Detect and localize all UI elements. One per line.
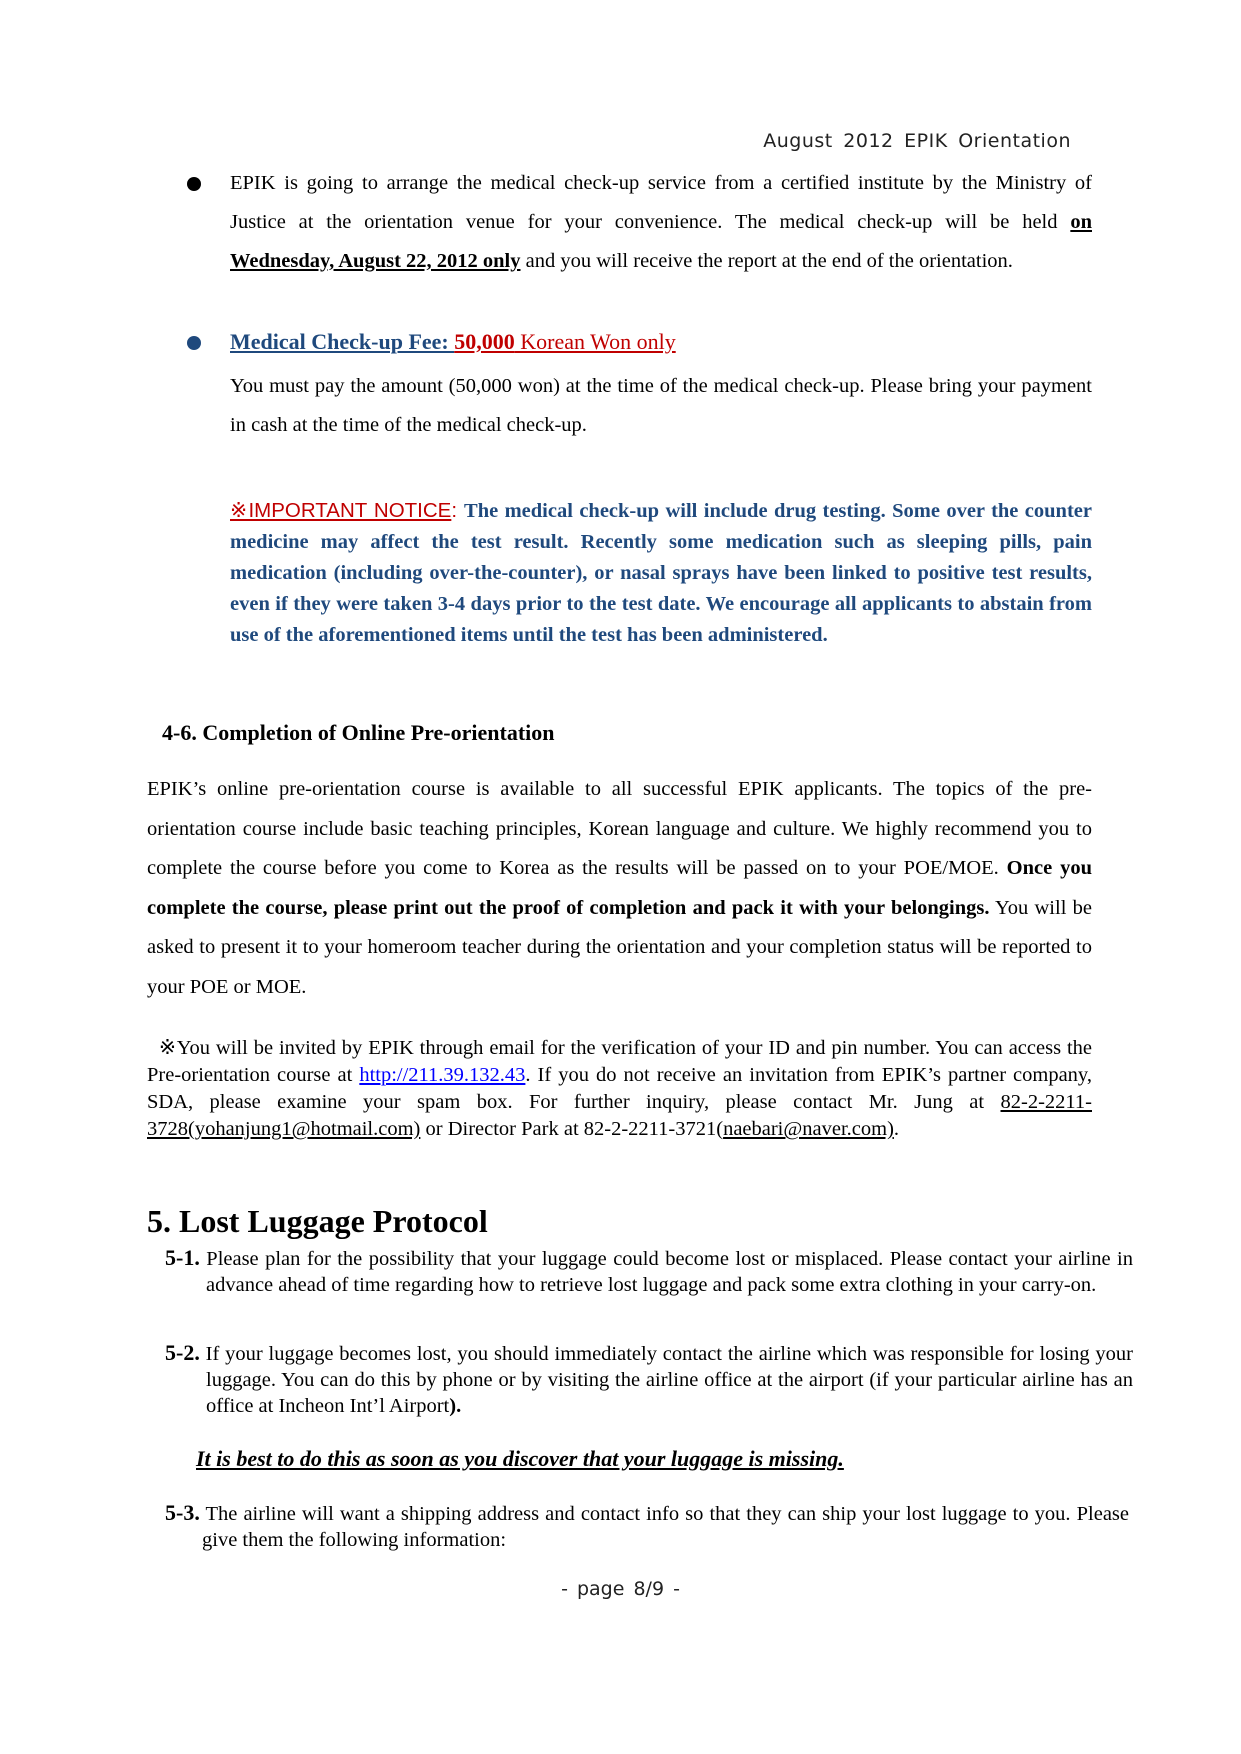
list-item: 5-1. Please plan for the possibility that your luggage could become lost or misplaced. Please contact your airline in advance ahead of time regarding how to retrieve lost luggage and pack some extra clothing in your carry-on. [165, 1245, 1133, 1296]
fee-amount: 50,000 [454, 329, 515, 354]
fee-heading: Medical Check-up Fee: 50,000 Korean Won only [230, 329, 676, 354]
contact-jung[interactable]: 82-2-2211-3728(yohanjung1@hotmail.com) [147, 1091, 1092, 1140]
section-4-6-title: 4-6. Completion of Online Pre-orientation [162, 720, 555, 745]
page-header: August 2012 EPIK Orientation [763, 130, 1071, 152]
bullet-icon [187, 177, 201, 191]
important-notice: ※IMPORTANT NOTICE: The medical check-up will include drug testing. Some over the counter medicine may affect the test result. Recently some medication such as sleeping pills, pain medication (including over-the-counter), or nasal sprays have been linked to positive test results, even if they were taken 3-4 days prior to the test date. We encourage all applicants to abstain from use of the aforementioned items until the test has been administered. [230, 499, 1092, 646]
contact-park-email[interactable]: naebari@naver.com) [723, 1118, 894, 1140]
medical-checkup-paragraph: EPIK is going to arrange the medical check-up service from a certified institute by the Ministry of Justice at the orientation venue for your convenience. The medical check-up will be held on Wednesday, August 22, 2012 only and you will receive the report at the end of the orientation. [230, 172, 1092, 272]
section-5-title: 5. Lost Luggage Protocol [147, 1203, 488, 1239]
notice-label: ※IMPORTANT NOTICE [230, 499, 452, 522]
page-number: - page 8/9 - [561, 1578, 680, 1600]
preorientation-note: ※You will be invited by EPIK through email for the verification of your ID and pin number. You can access the Pre-orientation course at http://211.39.132.43. If you do not receive an invitation from EPIK’s partner company, SDA, please examine your spam box. For further inquiry, please contact Mr. Jung at 82-2-2211-3728(yohanjung1@hotmail.com) or Director Park at 82-2-2211-3721(naebari@naver.com). [147, 1037, 1093, 1140]
list-item: 5-2. If your luggage becomes lost, you should immediately contact the airline which was responsible for losing your luggage. You can do this by phone or by visiting the airline office at the airport (if your particular airline has an office at Incheon Int’l Airport). [165, 1340, 1133, 1417]
fee-description: You must pay the amount (50,000 won) at the time of the medical check-up. Please bring your payment in cash at the time of the medical check-up. [230, 375, 1092, 436]
preorientation-link[interactable]: http://211.39.132.43 [359, 1064, 526, 1086]
section-4-6-paragraph: EPIK’s online pre-orientation course is available to all successful EPIK applicants. The topics of the pre-orientation course include basic teaching principles, Korean language and culture. We highly recommend you to complete the course before you come to Korea as the results will be passed on to your POE/MOE. Once you complete the course, please print out the proof of completion and pack it with your belongings. You will be asked to present it to your homeroom teacher during the orientation and your completion status will be reported to your POE or MOE. [147, 778, 1093, 998]
luggage-emphasis: It is best to do this as soon as you discover that your luggage is missing. [196, 1446, 844, 1471]
checkup-date: on Wednesday, August 22, 2012 only [230, 211, 1092, 272]
list-item: 5-3. The airline will want a shipping address and contact info so that they can ship your lost luggage to you. Please give them the following information: [165, 1500, 1129, 1551]
bullet-icon [187, 336, 201, 350]
